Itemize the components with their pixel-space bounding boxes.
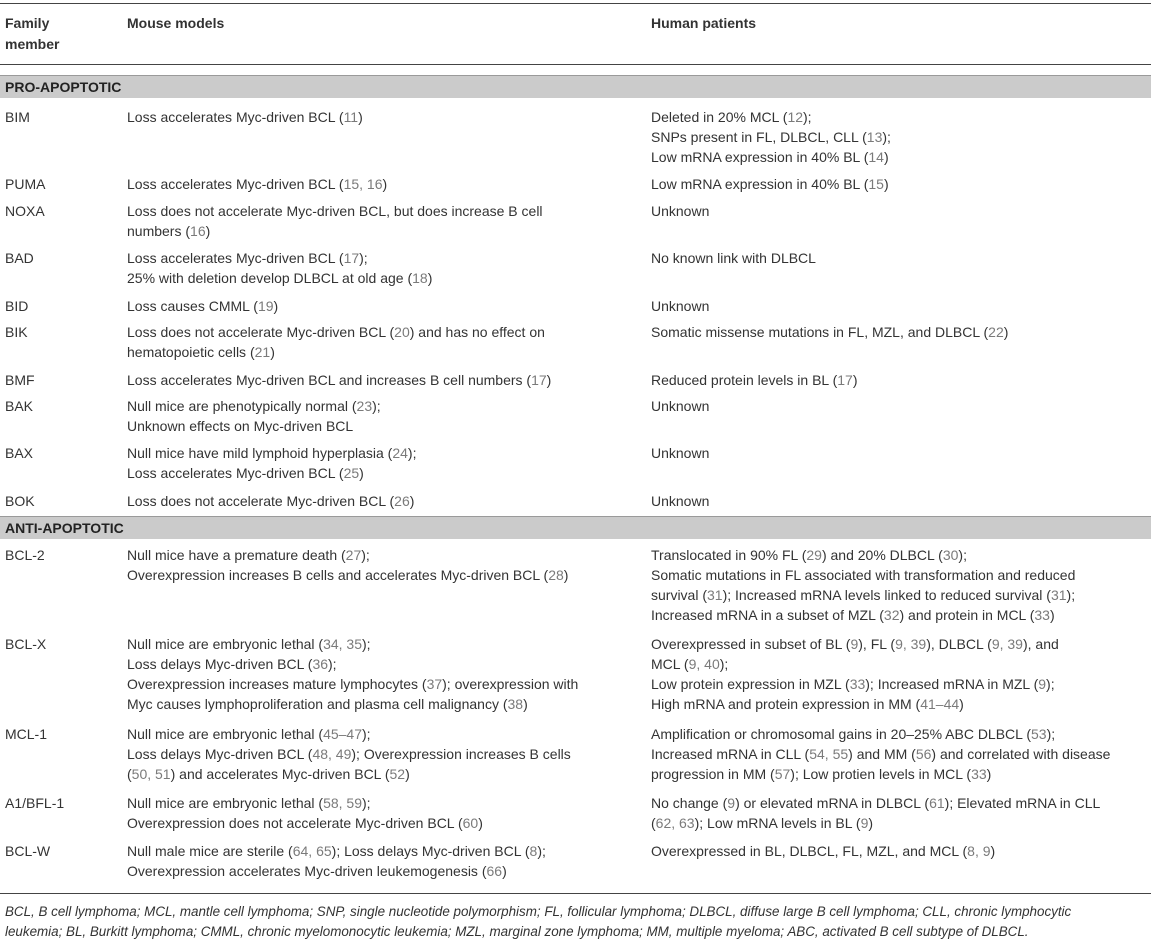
reference-citation: 33 [971, 766, 987, 782]
cell-text: ); [407, 445, 417, 461]
cell-text: ); [537, 843, 546, 859]
cell-text: Loss accelerates Myc-driven BCL and increases B cell numbers ( [127, 372, 532, 388]
cell-text: ) [270, 344, 275, 360]
reference-citation: 21 [254, 344, 271, 360]
human-patients-cell-line [651, 744, 1151, 764]
human-patients-cell [651, 174, 1151, 194]
human-patients-cell-line [651, 174, 1151, 194]
header-mouse-models: Mouse models [127, 15, 225, 31]
reference-citation: 20 [394, 324, 410, 340]
reference-citation: 31 [1050, 587, 1067, 603]
top-rule [0, 3, 1151, 4]
human-patients-cell-line [651, 107, 1151, 127]
reference-citation: 30 [942, 547, 959, 563]
cell-text: Loss does not accelerate Myc-driven BCL, but does increase B cell [127, 203, 543, 219]
family-member-cell: BAK [5, 398, 34, 414]
reference-citation: 17 [343, 250, 360, 266]
cell-text: ) and accelerates Myc-driven BCL ( [170, 766, 390, 782]
cell-text: ); Low mRNA levels in BL ( [694, 815, 861, 831]
cell-text: ); [803, 109, 812, 125]
family-member-cell: BIK [5, 324, 28, 340]
reference-citation: 34, 35 [323, 636, 363, 652]
human-patients-cell [651, 201, 1151, 221]
human-patients-cell-line [651, 147, 1151, 167]
cell-text: Null mice are phenotypically normal ( [127, 398, 357, 414]
mouse-models-cell [127, 545, 637, 585]
cell-text: ) and 20% DLBCL ( [821, 547, 943, 563]
reference-citation: 9 [1038, 676, 1047, 692]
cell-text: ) [405, 766, 410, 782]
cell-text: Null mice have mild lymphoid hyperplasia ( [127, 445, 393, 461]
cell-text: ); Increased mRNA levels linked to reduced survival ( [722, 587, 1051, 603]
reference-citation: 48, 49 [312, 746, 352, 762]
footnote-line-2: leukemia; BL, Burkitt lymphoma; CMML, chronic myelomonocytic leukemia; MZL, marginal zone lymphoma; MM, multiple myeloma; ABC, activated B cell subtype of DLBCL. [5, 924, 1029, 939]
mouse-models-cell-line [127, 724, 637, 744]
human-patients-cell-line [651, 605, 1151, 625]
mouse-models-cell-line [127, 764, 637, 784]
human-patients-cell [651, 396, 1151, 416]
reference-citation: 32 [883, 607, 900, 623]
cell-text: Increased mRNA in a subset of MZL ( [651, 607, 884, 623]
cell-text: ); [361, 547, 370, 563]
reference-citation: 58, 59 [323, 795, 363, 811]
mouse-models-cell [127, 491, 637, 511]
cell-text: ); [328, 656, 337, 672]
reference-citation: 9 [850, 636, 859, 652]
cell-text: Low protein expression in MZL ( [651, 676, 850, 692]
human-patients-cell [651, 248, 1151, 268]
reference-citation: 19 [257, 298, 274, 314]
cell-text: ) [563, 567, 569, 583]
mouse-models-cell-line [127, 491, 637, 511]
human-patients-cell [651, 296, 1151, 316]
cell-text: Loss accelerates Myc-driven BCL ( [127, 109, 344, 125]
cell-text: ); [362, 726, 371, 742]
cell-text: progression in MM ( [651, 766, 775, 782]
cell-text: Myc causes lymphoproliferation and plasma cell malignancy ( [127, 696, 508, 712]
family-member-cell: BCL-W [5, 843, 51, 859]
mouse-models-cell-line [127, 545, 637, 565]
cell-text: MCL ( [651, 656, 689, 672]
human-patients-cell-line [651, 545, 1151, 565]
reference-citation: 17 [837, 372, 853, 388]
cell-text: Increased mRNA in CLL ( [651, 746, 810, 762]
reference-citation: 12 [787, 109, 804, 125]
section-pro-apoptotic-label: PRO-APOPTOTIC [5, 79, 122, 95]
table-footnote [5, 902, 1151, 942]
reference-citation: 25 [343, 465, 360, 481]
cell-text: ); overexpression with [442, 676, 579, 692]
cell-text: ) [1049, 607, 1055, 623]
cell-text: ) [959, 696, 964, 712]
reference-citation: 9 [860, 815, 869, 831]
human-patients-cell [651, 634, 1151, 714]
cell-text: ) [502, 863, 507, 879]
reference-citation: 45–47 [323, 726, 363, 742]
cell-text: Loss causes CMML ( [127, 298, 258, 314]
cell-text: Null mice are embryonic lethal ( [127, 636, 324, 652]
cell-text: 25% with deletion develop DLBCL at old age ( [127, 270, 413, 286]
reference-citation: 22 [988, 324, 1004, 340]
reference-citation: 36 [312, 656, 329, 672]
reference-citation: 31 [707, 587, 723, 603]
cell-text: ); Elevated mRNA in CLL [944, 795, 1101, 811]
human-patients-cell [651, 370, 1151, 390]
cell-text: Loss accelerates Myc-driven BCL ( [127, 250, 344, 266]
reference-citation: 33 [849, 676, 866, 692]
reference-citation: 53 [1031, 726, 1047, 742]
cell-text: Overexpression does not accelerate Myc-driven BCL ( [127, 815, 463, 831]
bottom-rule [0, 893, 1151, 894]
mouse-models-cell-line [127, 861, 637, 881]
mouse-models-cell-line [127, 793, 637, 813]
cell-text: ) [868, 815, 874, 831]
mouse-models-cell-line [127, 396, 637, 416]
family-member-cell: BOK [5, 493, 35, 509]
family-member-cell: PUMA [5, 176, 46, 192]
mouse-models-cell [127, 724, 637, 784]
reference-citation: 33 [1034, 607, 1050, 623]
reference-citation: 8 [529, 843, 538, 859]
cell-text: ); [372, 398, 381, 414]
cell-text: Null mice are embryonic lethal ( [127, 795, 324, 811]
reference-citation: 52 [389, 766, 406, 782]
mouse-models-cell-line [127, 248, 637, 268]
cell-text: Overexpression accelerates Myc-driven leukemogenesis ( [127, 863, 487, 879]
cell-text: ), and [1022, 636, 1059, 652]
cell-text: ) [523, 696, 528, 712]
family-member-cell: BID [5, 298, 29, 314]
reference-citation: 54, 55 [809, 746, 849, 762]
mouse-models-cell-line [127, 221, 637, 241]
family-member-cell: BAD [5, 250, 34, 266]
section-pro-apoptotic [0, 75, 1151, 98]
cell-text: ); Low protien levels in MCL ( [790, 766, 972, 782]
reference-citation: 26 [394, 493, 410, 509]
cell-text: ); Loss delays Myc-driven BCL ( [331, 843, 530, 859]
mouse-models-cell-line [127, 416, 637, 436]
mouse-models-cell [127, 322, 637, 362]
human-patients-cell [651, 724, 1151, 784]
cell-text: Overexpressed in BL, DLBCL, FL, MZL, and MCL ( [651, 843, 968, 859]
header-human-patients: Human patients [651, 15, 757, 31]
cell-text: SNPs present in FL, DLBCL, CLL ( [651, 129, 867, 145]
mouse-models-cell-line [127, 370, 637, 390]
cell-text: ) [883, 176, 889, 192]
reference-citation: 9, 40 [688, 656, 720, 672]
mouse-models-cell-line [127, 201, 637, 221]
mouse-models-cell [127, 634, 637, 714]
cell-text: Unknown effects on Myc-driven BCL [127, 418, 354, 434]
mouse-models-cell-line [127, 654, 637, 674]
mouse-models-cell [127, 841, 637, 881]
human-patients-cell-line [651, 322, 1151, 342]
mouse-models-cell-line [127, 463, 637, 483]
cell-text: ); [362, 795, 371, 811]
cell-text: ) and MM ( [848, 746, 916, 762]
human-patients-cell [651, 322, 1151, 342]
mouse-models-cell-line [127, 813, 637, 833]
mouse-models-cell [127, 248, 637, 288]
cell-text: Deleted in 20% MCL ( [651, 109, 788, 125]
mouse-models-cell [127, 107, 637, 127]
reference-citation: 29 [806, 547, 822, 563]
human-patients-cell [651, 545, 1151, 625]
section-anti-apoptotic [0, 516, 1151, 539]
mouse-models-cell-line [127, 674, 637, 694]
cell-text: ) or elevated mRNA in DLBCL ( [735, 795, 930, 811]
family-member-cell: BCL-X [5, 636, 47, 652]
reference-citation: 15, 16 [343, 176, 383, 192]
mouse-models-cell-line [127, 268, 637, 288]
human-patients-cell-line [651, 813, 1151, 833]
human-patients-cell [651, 793, 1151, 833]
family-member-cell: NOXA [5, 203, 45, 219]
reference-citation: 16 [190, 223, 206, 239]
mouse-models-cell [127, 370, 637, 390]
human-patients-cell-line [651, 764, 1151, 784]
cell-text: Loss delays Myc-driven BCL ( [127, 746, 313, 762]
cell-text: Unknown [651, 398, 710, 414]
cell-text: ) [883, 149, 889, 165]
cell-text: Loss accelerates Myc-driven BCL ( [127, 465, 344, 481]
reference-citation: 38 [507, 696, 524, 712]
mouse-models-cell-line [127, 342, 637, 362]
human-patients-cell-line [651, 201, 1151, 221]
reference-citation: 56 [915, 746, 932, 762]
cell-text: ( [127, 766, 132, 782]
cell-text: ); Overexpression increases B cells [351, 746, 571, 762]
cell-text: Loss does not accelerate Myc-driven BCL ( [127, 324, 395, 340]
cell-text: Loss does not accelerate Myc-driven BCL ( [127, 493, 395, 509]
cell-text: Reduced protein levels in BL ( [651, 372, 838, 388]
cell-text: Somatic mutations in FL associated with transformation and reduced [651, 567, 1076, 583]
human-patients-cell-line [651, 793, 1151, 813]
cell-text: Unknown [651, 445, 710, 461]
human-patients-cell-line [651, 674, 1151, 694]
header-family-line-1: Family [5, 15, 50, 31]
family-member-cell: BCL-2 [5, 547, 45, 563]
reference-citation: 9 [727, 795, 736, 811]
human-patients-cell-line [651, 396, 1151, 416]
cell-text: ); [362, 636, 371, 652]
cell-text: Unknown [651, 493, 710, 509]
cell-text: ) [986, 766, 992, 782]
cell-text: ) [359, 465, 364, 481]
cell-text: Translocated in 90% FL ( [651, 547, 807, 563]
human-patients-cell-line [651, 565, 1151, 585]
cell-text: Unknown [651, 203, 710, 219]
cell-text: Overexpressed in subset of BL ( [651, 636, 851, 652]
reference-citation: 64, 65 [292, 843, 332, 859]
cell-text: ) [409, 493, 415, 509]
cell-text: Low mRNA expression in 40% BL ( [651, 149, 869, 165]
family-member-cell: A1/BFL-1 [5, 795, 65, 811]
family-member-cell: BAX [5, 445, 34, 461]
cell-text: ) and correlated with disease [931, 746, 1111, 762]
cell-text: ) [427, 270, 433, 286]
header-family-line-2: member [5, 36, 60, 52]
mouse-models-cell-line [127, 694, 637, 714]
cell-text: ); [1046, 726, 1056, 742]
cell-text: No change ( [651, 795, 728, 811]
human-patients-cell-line [651, 296, 1151, 316]
cell-text: ) [478, 815, 483, 831]
cell-text: Amplification or chromosomal gains in 20–25% ABC DLBCL ( [651, 726, 1031, 742]
reference-citation: 18 [412, 270, 428, 286]
reference-citation: 9, 39 [991, 636, 1023, 652]
reference-citation: 41–44 [920, 696, 960, 712]
mouse-models-cell [127, 793, 637, 833]
mouse-models-cell [127, 296, 637, 316]
family-member-cell: BMF [5, 372, 35, 388]
reference-citation: 66 [486, 863, 503, 879]
cell-text: ) and has no effect on [409, 324, 545, 340]
reference-citation: 37 [426, 676, 443, 692]
mouse-models-cell [127, 443, 637, 483]
section-anti-apoptotic-label: ANTI-APOPTOTIC [5, 520, 124, 536]
human-patients-cell-line [651, 694, 1151, 714]
human-patients-cell-line [651, 585, 1151, 605]
reference-citation: 13 [866, 129, 883, 145]
mouse-models-cell-line [127, 565, 637, 585]
human-patients-cell-line [651, 724, 1151, 744]
reference-citation: 24 [392, 445, 408, 461]
human-patients-cell [651, 491, 1151, 511]
cell-text: Loss delays Myc-driven BCL ( [127, 656, 313, 672]
cell-text: ); [882, 129, 891, 145]
cell-text: ) [990, 843, 996, 859]
reference-citation: 17 [531, 372, 547, 388]
reference-citation: 15 [868, 176, 884, 192]
mouse-models-cell-line [127, 443, 637, 463]
reference-citation: 8, 9 [967, 843, 991, 859]
cell-text: ) [852, 372, 858, 388]
cell-text: Low mRNA expression in 40% BL ( [651, 176, 869, 192]
human-patients-cell-line [651, 370, 1151, 390]
mouse-models-cell-line [127, 296, 637, 316]
cell-text: ); [958, 547, 967, 563]
cell-text: No known link with DLBCL [651, 250, 816, 266]
human-patients-cell [651, 443, 1151, 463]
mouse-models-cell-line [127, 174, 637, 194]
cell-text: ), DLBCL ( [926, 636, 992, 652]
human-patients-cell [651, 841, 1151, 861]
family-member-cell: BIM [5, 109, 30, 125]
mouse-models-cell [127, 201, 637, 241]
cell-text: Unknown [651, 298, 710, 314]
reference-citation: 11 [343, 109, 359, 125]
cell-text: ); [1046, 676, 1055, 692]
cell-text: ); [719, 656, 729, 672]
cell-text: Null mice are embryonic lethal ( [127, 726, 324, 742]
mouse-models-cell-line [127, 634, 637, 654]
reference-citation: 57 [774, 766, 791, 782]
reference-citation: 60 [462, 815, 479, 831]
cell-text: numbers ( [127, 223, 191, 239]
mouse-models-cell [127, 396, 637, 436]
reference-citation: 50, 51 [131, 766, 171, 782]
cell-text: ), FL ( [858, 636, 896, 652]
human-patients-cell [651, 107, 1151, 167]
human-patients-cell-line [651, 248, 1151, 268]
reference-citation: 62, 63 [655, 815, 695, 831]
cell-text: survival ( [651, 587, 708, 603]
cell-text: ) [546, 372, 552, 388]
header-family-member [5, 13, 59, 55]
cell-text: ( [651, 815, 656, 831]
mouse-models-cell-line [127, 107, 637, 127]
cell-text: Overexpression increases B cells and accelerates Myc-driven BCL ( [127, 567, 549, 583]
reference-citation: 14 [868, 149, 884, 165]
header-rule [0, 64, 1151, 65]
reference-citation: 9, 39 [895, 636, 927, 652]
reference-citation: 61 [929, 795, 945, 811]
family-member-cell: MCL-1 [5, 726, 48, 742]
mouse-models-cell [127, 174, 637, 194]
mouse-models-cell-line [127, 744, 637, 764]
cell-text: ) [273, 298, 279, 314]
cell-text: Null male mice are sterile ( [127, 843, 293, 859]
cell-text: High mRNA and protein expression in MM ( [651, 696, 921, 712]
cell-text: ) [1003, 324, 1009, 340]
reference-citation: 23 [356, 398, 373, 414]
human-patients-cell-line [651, 443, 1151, 463]
cell-text: Null mice have a premature death ( [127, 547, 346, 563]
footnote-line-1: BCL, B cell lymphoma; MCL, mantle cell lymphoma; SNP, single nucleotide polymorphism; FL, follicular lymphoma; DLBCL, diffuse large B cell lymphoma; CLL, chronic lymphocytic [5, 904, 1072, 919]
cell-text: Overexpression increases mature lymphocytes ( [127, 676, 427, 692]
reference-citation: 27 [345, 547, 362, 563]
mouse-models-cell-line [127, 322, 637, 342]
human-patients-cell-line [651, 491, 1151, 511]
cell-text: Somatic missense mutations in FL, MZL, and DLBCL ( [651, 324, 989, 340]
human-patients-cell-line [651, 634, 1151, 654]
human-patients-cell-line [651, 654, 1151, 674]
cell-text: ) and protein in MCL ( [899, 607, 1035, 623]
mouse-models-cell-line [127, 841, 637, 861]
cell-text: ) [358, 109, 363, 125]
cell-text: ); Increased mRNA in MZL ( [865, 676, 1039, 692]
cell-text: ) [382, 176, 388, 192]
cell-text: Loss accelerates Myc-driven BCL ( [127, 176, 344, 192]
cell-text: ); [359, 250, 368, 266]
human-patients-cell-line [651, 127, 1151, 147]
reference-citation: 28 [548, 567, 564, 583]
cell-text: ); [1066, 587, 1076, 603]
cell-text: ) [205, 223, 211, 239]
cell-text: hematopoietic cells ( [127, 344, 255, 360]
human-patients-cell-line [651, 841, 1151, 861]
